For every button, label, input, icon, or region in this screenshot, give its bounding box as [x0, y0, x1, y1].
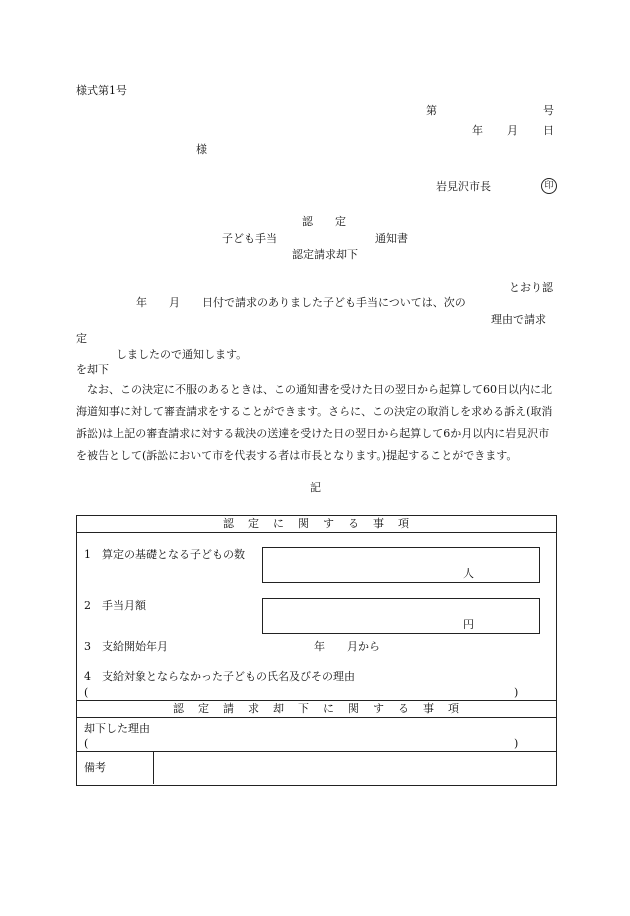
- monthly-amount-unit: 円: [463, 618, 474, 631]
- item-start-month-label: 3 支給開始年月: [84, 640, 168, 653]
- choice-rejected: を却下: [76, 363, 109, 376]
- issuer-title: 岩見沢市長: [436, 180, 491, 193]
- appeal-notice: なお、この決定に不服のあるときは、この通知書を受けた日の翌日から起算して60日以内に北海道知事に対して審査請求をすることができます。さらに、この決定の取消しを求める訴え(取消訴訟)は上記の審査請求に対する裁決の送達を受けた日の翌日から起算して6か月以内に岩見沢市を被告として(訴訟において市を代表する者は市長となります。)提起することができます。: [76, 383, 553, 462]
- section-approval-header: 認定に関する事項: [223, 517, 423, 530]
- divider: [76, 700, 556, 701]
- children-count-unit: 人: [463, 567, 474, 580]
- divider: [76, 717, 556, 718]
- choice-approved: とおり認: [509, 281, 553, 294]
- ki-heading: 記: [310, 481, 321, 494]
- start-month-value: 年 月から: [314, 640, 380, 653]
- seal-mark: 印: [541, 178, 557, 194]
- paren-close: ): [514, 737, 519, 750]
- rejection-reason-label: 却下した理由: [84, 722, 150, 735]
- divider: [76, 751, 556, 752]
- item-monthly-amount-label: 2 手当月額: [84, 599, 146, 612]
- children-count-box: [262, 547, 540, 583]
- title-right: 通知書: [375, 232, 408, 245]
- body-line-1: 年 月 日付で請求のありました子ども手当については、次の: [136, 296, 466, 309]
- section-rejection-header: 認定請求却下に関する事項: [173, 702, 473, 715]
- doc-number-prefix: 第: [426, 104, 437, 117]
- remarks-label: 備考: [84, 761, 106, 774]
- item-excluded-children-label: 4 支給対象とならなかった子どもの氏名及びその理由: [84, 670, 355, 683]
- title-option-rejection: 認定請求却下: [292, 248, 358, 261]
- divider: [76, 532, 556, 533]
- addressee-suffix: 様: [196, 143, 207, 156]
- paren-close: ): [514, 686, 519, 699]
- choice-reason: 理由で請求: [491, 313, 546, 326]
- body-line-2: しましたので通知します。: [116, 348, 248, 361]
- choice-decided: 定: [76, 332, 87, 345]
- date-day: 日: [543, 124, 554, 137]
- doc-number-suffix: 号: [543, 104, 554, 117]
- form-number: 様式第1号: [76, 84, 127, 97]
- title-left: 子ども手当: [222, 232, 277, 245]
- date-year: 年: [472, 124, 483, 137]
- date-month: 月: [507, 124, 518, 137]
- monthly-amount-box: [262, 598, 540, 634]
- divider: [153, 751, 154, 784]
- title-option-approval: 認 定: [302, 215, 346, 228]
- paren-open: (: [84, 686, 89, 699]
- paren-open: (: [84, 737, 89, 750]
- item-children-count-label: 1 算定の基礎となる子どもの数: [84, 548, 245, 561]
